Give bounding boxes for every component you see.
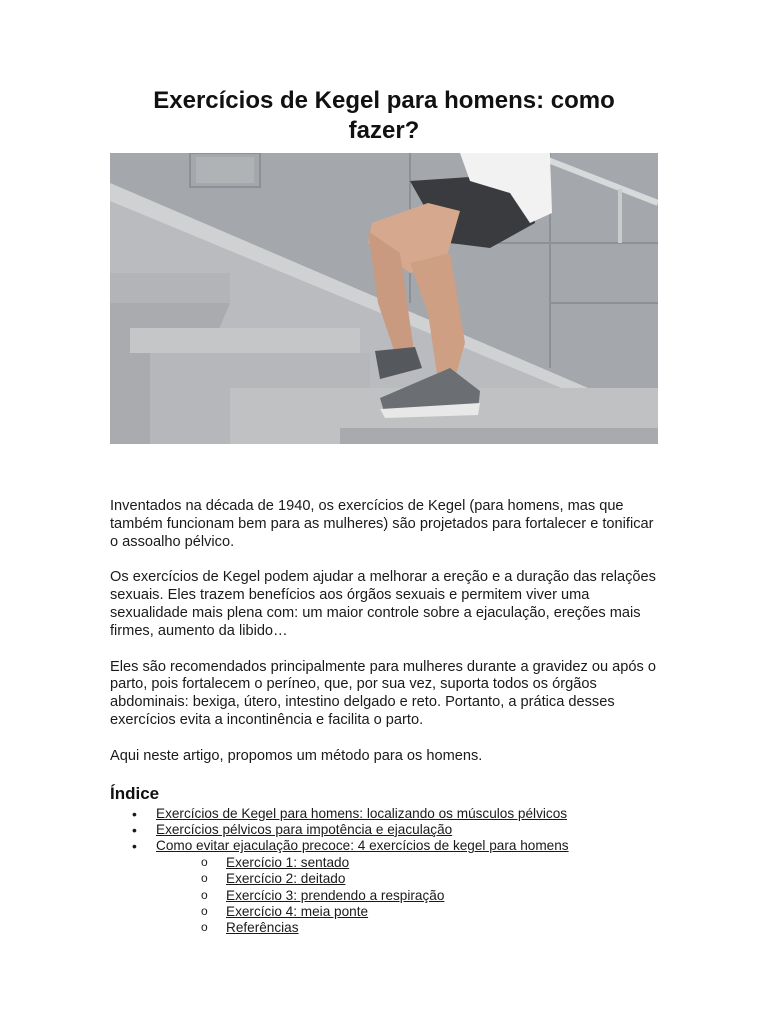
article-body — [110, 498, 658, 937]
toc-list — [110, 806, 658, 937]
toc-item — [110, 806, 658, 822]
toc-link-impotencia-ejaculacao[interactable]: Exercícios pélvicos para impotência e ejaculação — [156, 821, 453, 837]
toc-sublist — [110, 855, 658, 937]
toc-link-referencias[interactable]: Referências — [226, 920, 299, 936]
toc-link-localizando-musculos[interactable]: Exercícios de Kegel para homens: localizando os músculos pélvicos — [156, 805, 568, 821]
toc-link-exercicio-1[interactable]: Exercício 1: sentado — [226, 854, 350, 870]
toc-subitem — [110, 855, 658, 871]
toc-subitem — [110, 920, 658, 936]
hero-image — [110, 153, 658, 444]
toc-heading: Índice — [110, 783, 160, 803]
toc-subitem — [110, 904, 658, 920]
toc-link-evitar-ejaculacao-precoce[interactable]: Como evitar ejaculação precoce: 4 exercícios de kegel para homens — [156, 838, 569, 854]
toc-subitem — [110, 871, 658, 887]
toc-link-exercicio-2[interactable]: Exercício 2: deitado — [226, 871, 346, 887]
paragraph-2: Os exercícios de Kegel podem ajudar a melhorar a ereção e a duração das relações sexuais. Eles trazem benefícios aos órgãos sexuais e permitem viver uma sexualidade mais plena com: um maior controle sobre a ejaculação, ereções mais firmes, aumento da libido… — [110, 569, 656, 639]
toc-link-exercicio-3[interactable]: Exercício 3: prendendo a respiração — [226, 887, 445, 903]
hero-photo-legs-on-stairs — [110, 153, 658, 444]
toc-link-exercicio-4[interactable]: Exercício 4: meia ponte — [226, 904, 369, 919]
paragraph-4: Aqui neste artigo, propomos um método para os homens. — [110, 747, 483, 764]
paragraph-3: Eles são recomendados principalmente para mulheres durante a gravidez ou após o parto, pois fortalecem o períneo, que, por sua vez, suporta todos os órgãos abdominais: bexiga, útero, intestino delgado e reto. Portanto, a prática desses exercícios evita a incontinência e facilita o parto. — [110, 658, 656, 728]
page-title: Exercícios de Kegel para homens: como fazer? — [153, 87, 615, 144]
toc-subitem — [110, 888, 658, 904]
paragraph-1: Inventados na década de 1940, os exercícios de Kegel (para homens, mas que também funcionam bem para as mulheres) são projetados para fortalecer e tonificar o assoalho pélvico. — [110, 498, 654, 550]
toc-item — [110, 838, 658, 936]
toc-item — [110, 822, 658, 838]
